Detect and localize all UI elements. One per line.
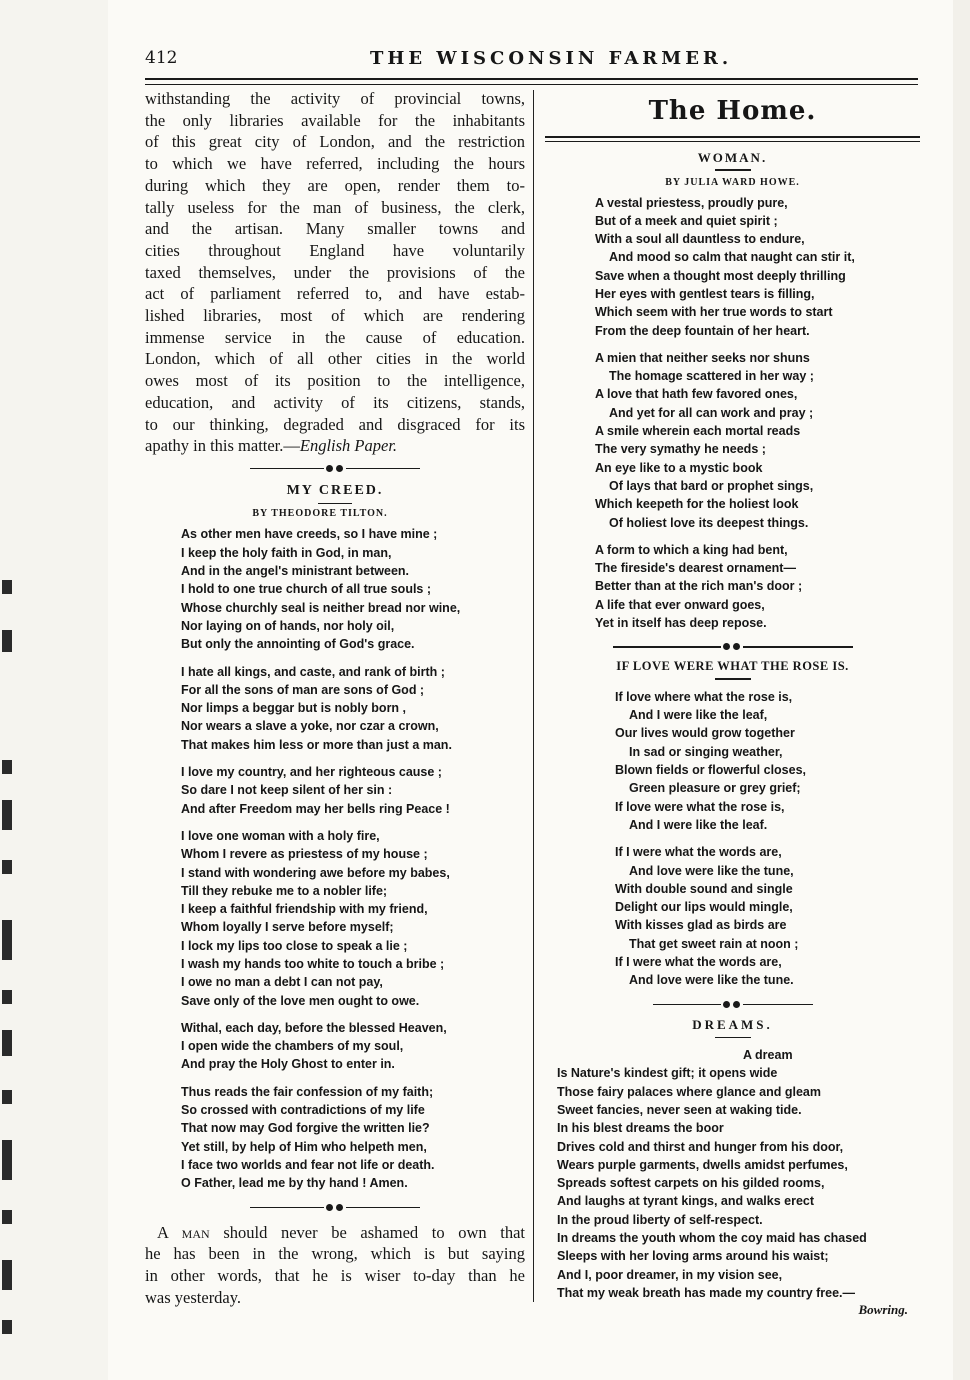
- poem-line: Of lays that bard or prophet sings,: [609, 478, 814, 493]
- poem-line: That my weak breath has made my country free.—: [557, 1285, 856, 1300]
- page-number: 412: [145, 48, 178, 68]
- poem-line: I open wide the chambers of my soul,: [181, 1039, 404, 1054]
- poem-line: I hold to one true church of all true souls ;: [181, 582, 432, 597]
- poem-line: A life that ever onward goes,: [595, 597, 765, 612]
- poem-line: That makes him less or more than just a man.: [181, 737, 452, 752]
- poem-line: Save when a thought most deeply thrilling: [595, 268, 846, 283]
- poem-line: I hate all kings, and caste, and rank of birth ;: [181, 664, 445, 679]
- poem-line: From the deep fountain of her heart.: [595, 323, 810, 338]
- binding-stamp: [0, 560, 14, 1360]
- title-rule: [715, 1037, 751, 1039]
- poem-line: O Father, lead me by thy hand ! Amen.: [181, 1176, 408, 1191]
- text-line: to which we have referred, including the hours: [145, 154, 525, 174]
- poem-line: In dreams the youth whom the coy maid has chased: [557, 1231, 867, 1246]
- stanza: [181, 1083, 525, 1193]
- poem-line: I love my country, and her righteous cause ;: [181, 765, 442, 780]
- poem-line: Of holiest love its deepest things.: [609, 515, 809, 530]
- poem-line: I wash my hands too white to touch a bribe ;: [181, 956, 445, 971]
- text-line: lished libraries, most of which are rendering: [145, 306, 525, 326]
- source-credit: English Paper.: [299, 436, 398, 456]
- byline-howe: BY JULIA WARD HOWE.: [665, 176, 800, 188]
- text-line: cities throughout England have voluntarily: [145, 240, 525, 260]
- journal-title: THE WISCONSIN FARMER.: [370, 48, 733, 69]
- stanza: [595, 349, 920, 532]
- poem-line: With kisses glad as birds are: [615, 918, 787, 933]
- poem-line: A love that hath few favored ones,: [595, 387, 798, 402]
- right-column: [545, 88, 920, 1318]
- poem-line: If I were what the words are,: [615, 954, 782, 969]
- poem-line: With double sound and single: [615, 881, 793, 896]
- poem-dreams: [545, 1046, 920, 1302]
- poem-line: An eye like to a mystic book: [595, 460, 763, 475]
- header-rule-thin: [145, 84, 918, 85]
- poem-line: And in the angel's ministrant between.: [181, 564, 410, 579]
- poem-line: But of a meek and quiet spirit ;: [595, 213, 778, 228]
- poem-line: If love where what the rose is,: [615, 689, 793, 704]
- byline-tilton: BY THEODORE TILTON.: [252, 508, 388, 520]
- poem-title-woman: WOMAN.: [697, 150, 768, 165]
- text-line: of this great city of London, and the restriction: [145, 132, 525, 152]
- scan-margin: [0, 0, 108, 1380]
- text-line: the only libraries available for the inhabitants: [145, 110, 525, 130]
- poem-title-my-creed: MY CREED.: [286, 482, 384, 498]
- poem-line: Sleeps with her loving arms around his waist;: [557, 1249, 829, 1264]
- section-ornament: [250, 463, 420, 475]
- poem-line: So crossed with contradictions of my life: [181, 1103, 425, 1118]
- text-line: during which they are open, render them to-: [145, 175, 525, 195]
- poem-line: A mien that neither seeks nor shuns: [595, 350, 810, 365]
- poem-line: Thus reads the fair confession of my faith;: [181, 1084, 434, 1099]
- section-ornament: [250, 1202, 420, 1214]
- poem-line: And yet for all can work and pray ;: [609, 405, 814, 420]
- poem-line: That now may God forgive the written lie?: [181, 1121, 430, 1136]
- poem-line: The homage scattered in her way ;: [609, 369, 814, 384]
- stanza: [595, 194, 920, 340]
- poem-line: In sad or singing weather,: [629, 744, 783, 759]
- title-rule: [318, 503, 352, 505]
- poem-line: I love one woman with a holy fire,: [181, 828, 380, 843]
- poem-line: Till they rebuke me to a nobler life;: [181, 883, 388, 898]
- stanza: [181, 525, 525, 653]
- poem-line: The very symathy he needs ;: [595, 442, 766, 457]
- poem-line: For all the sons of man are sons of God ;: [181, 682, 425, 697]
- poem-line: A smile wherein each mortal reads: [595, 424, 801, 439]
- poem-line: Delight our lips would mingle,: [615, 900, 793, 915]
- poem-line: And love were like the tune,: [629, 863, 794, 878]
- text-line: act of parliament referred to, and have estab-: [145, 284, 525, 304]
- poem-line: A dream: [743, 1048, 793, 1063]
- section-rule: [545, 136, 920, 138]
- stanza: [181, 827, 525, 1010]
- column-divider: [533, 90, 534, 1302]
- text-line: tally useless for the man of business, the clerk,: [145, 197, 525, 217]
- poem-line: That get sweet rain at noon ;: [629, 936, 799, 951]
- poem-line: And I, poor dreamer, in my vision see,: [557, 1267, 783, 1282]
- stanza: [181, 663, 525, 754]
- poem-line: And laughs at tyrant kings, and walks erect: [557, 1194, 815, 1209]
- poem-line: If love were what the rose is,: [615, 799, 785, 814]
- poem-line: And mood so calm that naught can stir it,: [609, 250, 855, 265]
- poem-love-rose: [545, 688, 920, 990]
- poem-line: I keep a faithful friendship with my friend,: [181, 902, 428, 917]
- poem-line: Better than at the rich man's door ;: [595, 579, 803, 594]
- section-title-the-home: The Home.: [648, 96, 817, 126]
- text-line: education, and activity of its citizens, stands,: [145, 392, 525, 412]
- poem-line: I stand with wondering awe before my babes,: [181, 865, 450, 880]
- poem-line: And after Freedom may her bells ring Peace !: [181, 801, 450, 816]
- poem-line: In his blest dreams the boor: [557, 1121, 724, 1136]
- poem-line: Yet still, by help of Him who helpeth men,: [181, 1139, 427, 1154]
- poem-line: Whose churchly seal is neither bread nor wine,: [181, 600, 461, 615]
- section-ornament: [613, 641, 853, 653]
- poem-line: Nor limps a beggar but is nobly born ,: [181, 701, 407, 716]
- poem-line: And I were like the leaf.: [629, 817, 768, 832]
- poem-line: A form to which a king had bent,: [595, 542, 788, 557]
- poem-my-creed: [145, 525, 525, 1192]
- text-line: taxed themselves, under the provisions of the: [145, 262, 525, 282]
- article-continuation: [145, 88, 525, 435]
- text-line: immense service in the cause of education.: [145, 327, 525, 347]
- poem-line: Our lives would grow together: [615, 726, 795, 741]
- maxim-paragraph: A man should never be ashamed to own that he has been in the wrong, which is but saying in other words, that he is wiser to-day than he was yesterday.: [145, 1222, 526, 1307]
- poem-woman: [545, 194, 920, 633]
- poem-line: But only the annointing of God's grace.: [181, 637, 415, 652]
- poem-line: I keep the holy faith in God, in man,: [181, 545, 392, 560]
- poem-line: Drives cold and thirst and hunger from his door,: [557, 1139, 844, 1154]
- poem-line: Save only of the love men ought to owe.: [181, 993, 420, 1008]
- poem-line: Whom loyally I serve before myself;: [181, 920, 394, 935]
- poem-line: And pray the Holy Ghost to enter in.: [181, 1057, 395, 1072]
- text-line: and the artisan. Many smaller towns and: [145, 219, 525, 239]
- poem-line: Nor laying on of hands, nor holy oil,: [181, 618, 395, 633]
- text-line: London, which of all other cities in the world: [145, 349, 525, 369]
- poem-line: With a soul all dauntless to endure,: [595, 232, 805, 247]
- left-column: [145, 88, 525, 1308]
- poem-line: Her eyes with gentlest tears is filling,: [595, 286, 815, 301]
- poem-line: As other men have creeds, so I have mine ;: [181, 527, 438, 542]
- section-ornament: [653, 999, 813, 1011]
- text-line: owes most of its position to the intelligence,: [145, 371, 525, 391]
- poem-line: And love were like the tune.: [629, 973, 794, 988]
- attribution-bowring: Bowring.: [858, 1302, 908, 1318]
- poem-line: In the proud liberty of self-respect.: [557, 1212, 763, 1227]
- header-rule: [145, 78, 918, 80]
- poem-line: I owe no man a debt I can not pay,: [181, 975, 383, 990]
- poem-line: Is Nature's kindest gift; it opens wide: [557, 1066, 778, 1081]
- poem-line: And I were like the leaf,: [629, 708, 768, 723]
- poem-line: If I were what the words are,: [615, 845, 782, 860]
- section-rule-thin: [545, 141, 920, 142]
- page-header: [145, 48, 920, 78]
- poem-line: Wears purple garments, dwells amidst perfumes,: [557, 1157, 848, 1172]
- stanza: [615, 843, 920, 989]
- poem-line: Yet in itself has deep repose.: [595, 616, 767, 631]
- stanza: [595, 541, 920, 632]
- title-rule: [715, 169, 751, 171]
- poem-line: The fireside's dearest ornament—: [595, 561, 796, 576]
- poem-line: Whom I revere as priestess of my house ;: [181, 847, 428, 862]
- poem-line: Green pleasure or grey grief;: [629, 781, 801, 796]
- article-last-line: apathy in this matter.—English Paper.: [145, 436, 398, 456]
- poem-title-dreams: DREAMS.: [692, 1016, 773, 1032]
- poem-line: Which keepeth for the holiest look: [595, 497, 799, 512]
- poem-line: Nor wears a slave a yoke, nor czar a crown,: [181, 719, 439, 734]
- stanza: [615, 688, 920, 834]
- poem-line: Blown fields or flowerful closes,: [615, 763, 807, 778]
- poem-line: So dare I not keep silent of her sin :: [181, 783, 393, 798]
- text-line: withstanding the activity of provincial towns,: [145, 89, 525, 108]
- poem-line: Which seem with her true words to start: [595, 305, 833, 320]
- poem-line: Those fairy palaces where glance and gleam: [557, 1084, 821, 1099]
- poem-title-love-rose: IF LOVE WERE WHAT THE ROSE IS.: [616, 659, 849, 674]
- text-line: to our thinking, degraded and disgraced for its: [145, 414, 525, 434]
- stanza: [181, 763, 525, 818]
- poem-line: I lock my lips too close to speak a lie ;: [181, 938, 408, 953]
- poem-line: Sweet fancies, never seen at waking tide.: [557, 1102, 802, 1117]
- poem-line: A vestal priestess, proudly pure,: [595, 195, 788, 210]
- poem-line: I face two worlds and fear not life or death.: [181, 1157, 435, 1172]
- title-rule: [715, 678, 751, 680]
- stanza: [181, 1019, 525, 1074]
- poem-line: Spreads softest carpets on his gilded rooms,: [557, 1176, 825, 1191]
- poem-line: Withal, each day, before the blessed Heaven,: [181, 1020, 447, 1035]
